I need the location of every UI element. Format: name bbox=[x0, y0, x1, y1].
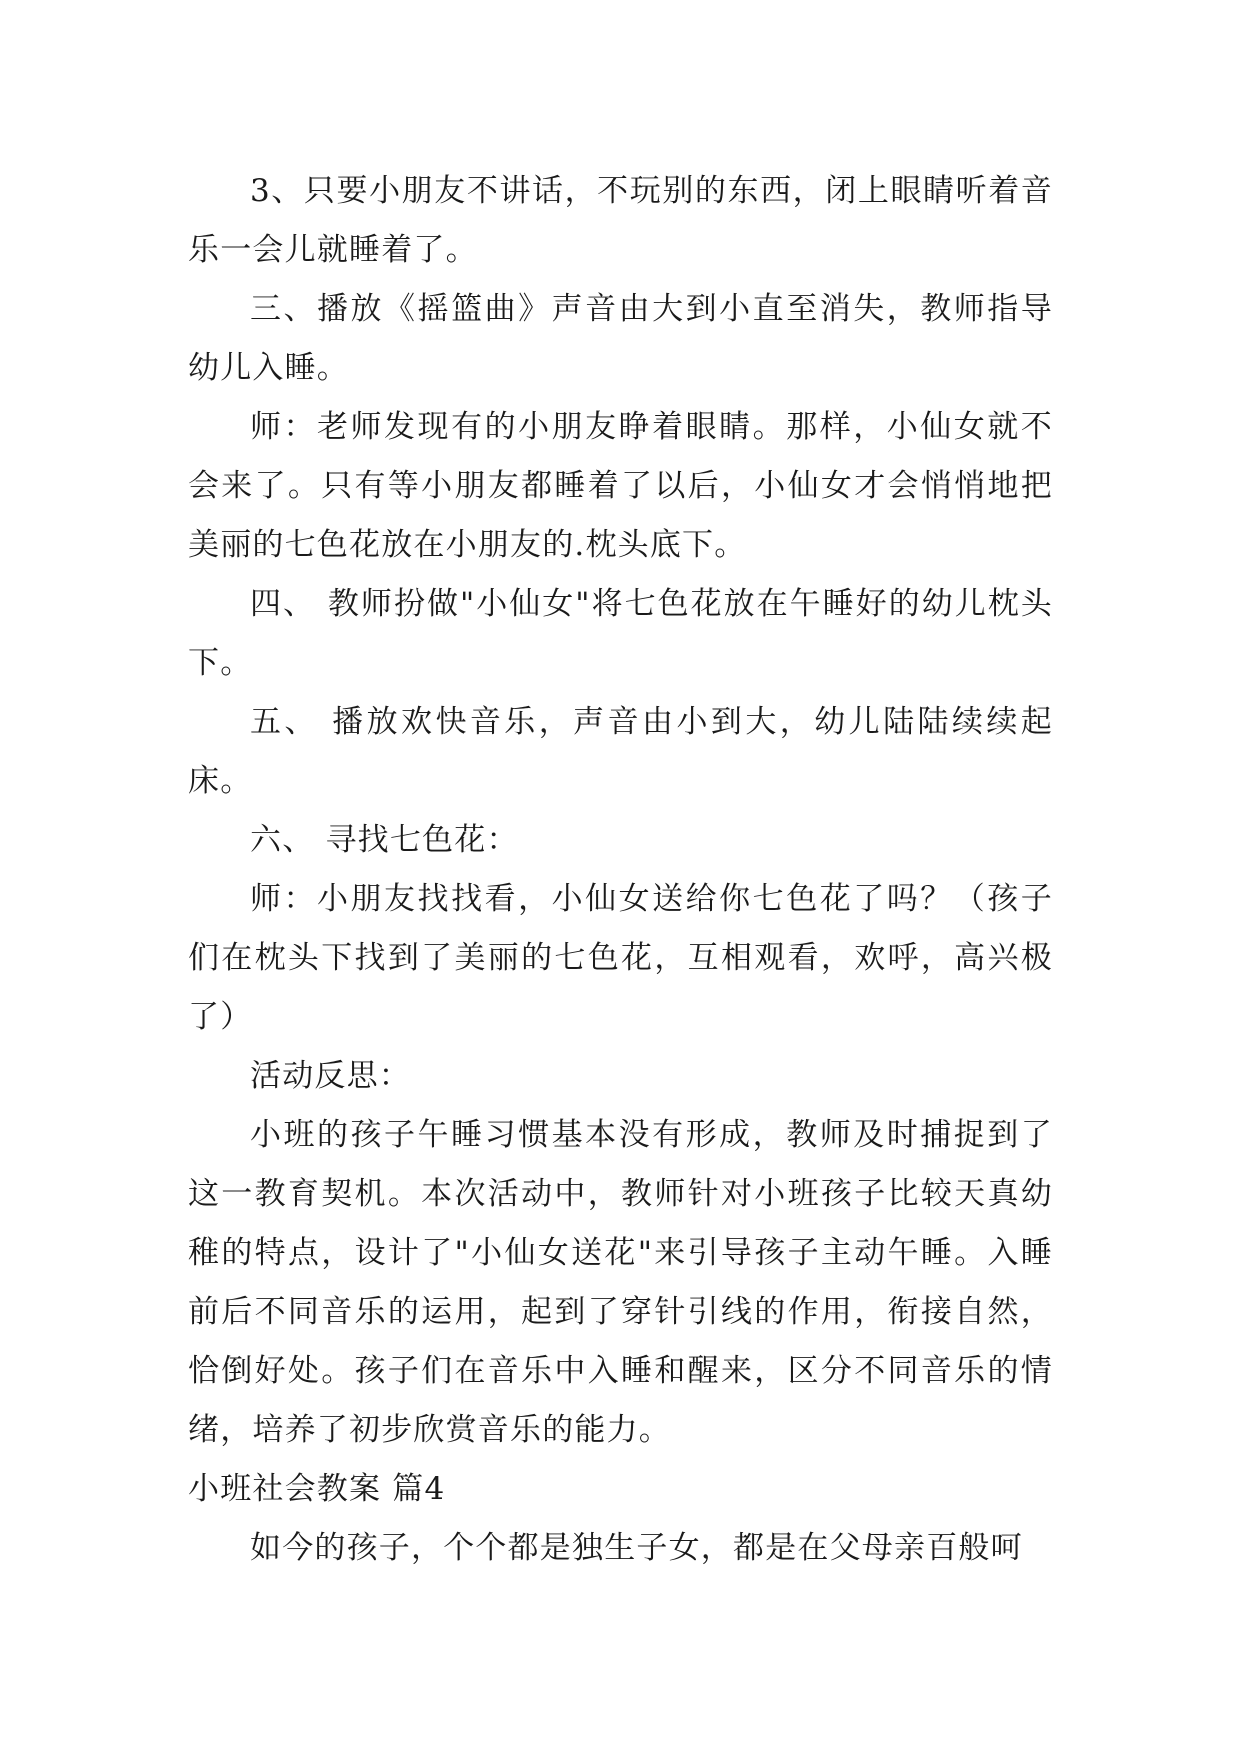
paragraph-4: 四、 教师扮做"小仙女"将七色花放在午睡好的幼儿枕头下。 bbox=[188, 586, 1053, 681]
paragraph-5: 五、 播放欢快音乐，声音由小到大，幼儿陆陆续续起床。 bbox=[188, 704, 1053, 799]
paragraph-9: 小班的孩子午睡习惯基本没有形成，教师及时捕捉到了这一教育契机。本次活动中，教师针对小班孩子比较天真幼稚的特点，设计了"小仙女送花"来引导孩子主动午睡。入睡前后不同音乐的运用，起到了穿针引线的作用，衔接自然，恰倒好处。孩子们在音乐中入睡和醒来，区分不同音乐的情绪，培养了初步欣赏音乐的能力。 bbox=[188, 1117, 1053, 1448]
paragraph-3: 师：老师发现有的小朋友睁着眼睛。那样，小仙女就不会来了。只有等小朋友都睡着了以后，小仙女才会悄悄地把美丽的七色花放在小朋友的.枕头底下。 bbox=[188, 409, 1053, 563]
paragraph-10: 如今的孩子，个个都是独生子女，都是在父母亲百般呵 bbox=[250, 1530, 1023, 1566]
paragraph-6: 六、 寻找七色花： bbox=[250, 822, 519, 858]
paragraph-2: 三、播放《摇篮曲》声音由大到小直至消失，教师指导幼儿入睡。 bbox=[188, 291, 1053, 386]
document-body bbox=[188, 162, 1053, 1578]
paragraph-8: 活动反思： bbox=[250, 1058, 411, 1094]
section-heading: 小班社会教案 篇4 bbox=[188, 1471, 446, 1507]
paragraph-1: 3、只要小朋友不讲话，不玩别的东西，闭上眼睛听着音乐一会儿就睡着了。 bbox=[188, 173, 1053, 268]
paragraph-7: 师：小朋友找找看，小仙女送给你七色花了吗？（孩子们在枕头下找到了美丽的七色花，互相观看，欢呼，高兴极了） bbox=[188, 881, 1053, 1035]
